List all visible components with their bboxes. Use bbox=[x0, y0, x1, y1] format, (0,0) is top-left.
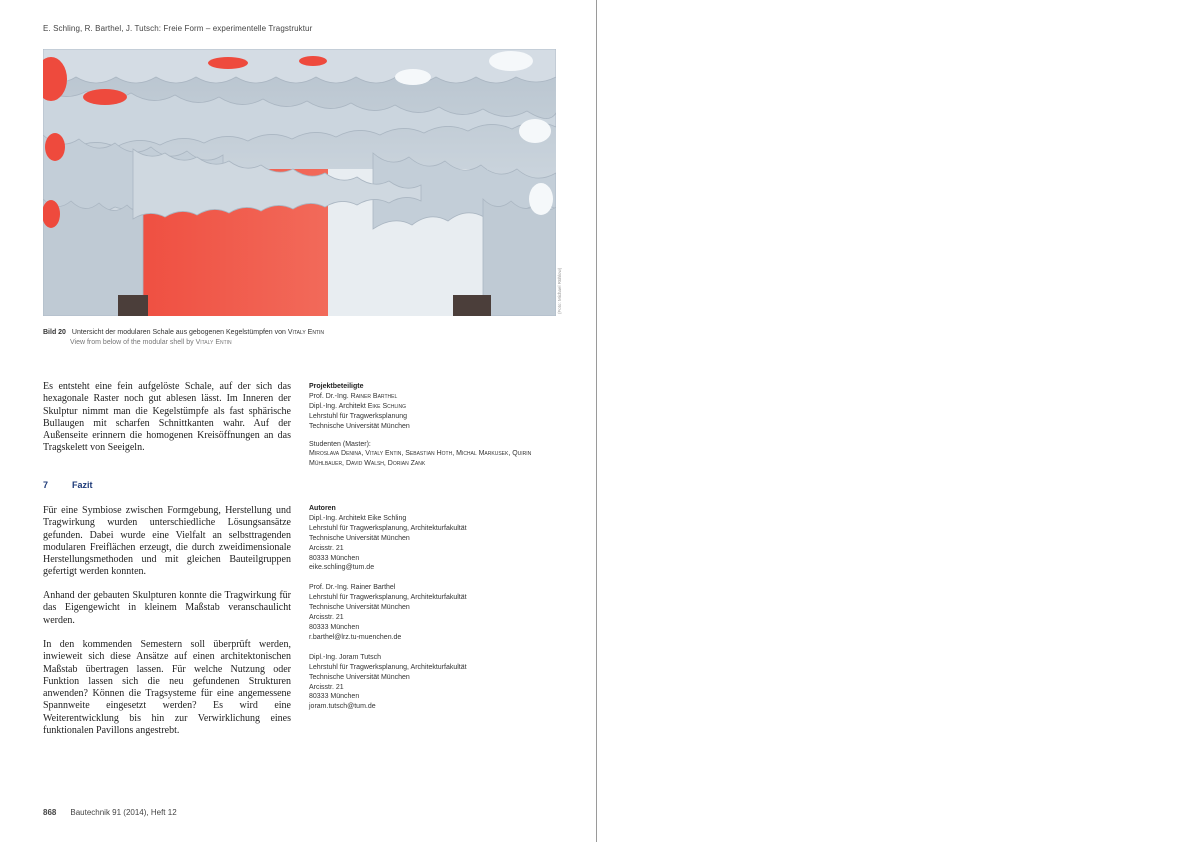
author-name: Dipl.-Ing. Architekt Eike Schling bbox=[309, 514, 407, 522]
author-chair: Lehrstuhl für Tragwerksplanung, Architekturfakultät bbox=[309, 663, 467, 671]
project-line-3: Lehrstuhl für Tragwerksplanung bbox=[309, 412, 408, 420]
caption-label: Bild 20 bbox=[43, 329, 66, 336]
author-name: Dipl.-Ing. Joram Tutsch bbox=[309, 653, 381, 661]
author-university: Technische Universität München bbox=[309, 534, 410, 542]
body-paragraph-3 bbox=[43, 590, 291, 627]
author-email: r.barthel@lrz.tu-muenchen.de bbox=[309, 633, 402, 641]
page-divider bbox=[596, 0, 597, 842]
section-heading bbox=[43, 480, 93, 490]
person-name: Rainer Barthel bbox=[350, 392, 398, 400]
caption-english-name: Vitaly Entin bbox=[195, 339, 232, 346]
journal-citation: Bautechnik 91 (2014), Heft 12 bbox=[70, 808, 177, 817]
author-chair: Lehrstuhl für Tragwerksplanung, Architekturfakultät bbox=[309, 594, 467, 602]
paragraph-text: Für eine Symbiose zwischen Formgebung, Herstellung und Tragwirkung wurden unterschiedliche Lösungsansätze gefunden. Dabei wurde eine Vielfalt an selbsttragenden modularen Freiflächen erzeugt, die durch zweidimensionale Herstellungsmethoden und mit gleichen Bauteilgruppen gefertigt werden konnten. bbox=[43, 505, 291, 578]
author-entry bbox=[309, 514, 559, 573]
paragraph-text: Anhand der gebauten Skulpturen konnte die Tragwirkung für das Eigengewicht in kleinem Maßstab veranschaulicht werden. bbox=[43, 590, 291, 626]
author-name: Prof. Dr.-Ing. Rainer Barthel bbox=[309, 584, 396, 592]
body-paragraph-4 bbox=[43, 639, 291, 737]
title-prefix: Prof. Dr.-Ing. bbox=[309, 392, 349, 400]
section-title: Fazit bbox=[72, 480, 93, 490]
paragraph-text: Es entsteht eine fein aufgelöste Schale, auf der sich das hexagonale Raster noch gut ablesen lässt. Im Inneren der Skulptur nimmt man die Kegelstümpfe als fast sphärische Bullaugen mit scharfen Schnittkanten wahr. Auf der Außenseite erinnern die homogenen Kreisöffnungen an das Tragskelett von Seeigeln. bbox=[43, 381, 291, 454]
running-head: E. Schling, R. Barthel, J. Tutsch: Freie Form – experimentelle Tragstruktur bbox=[43, 24, 313, 33]
shell-photo bbox=[43, 49, 556, 316]
author-university: Technische Universität München bbox=[309, 604, 410, 612]
author-street: Arcisstr. 21 bbox=[309, 614, 344, 622]
authors-block bbox=[309, 504, 559, 712]
author-street: Arcisstr. 21 bbox=[309, 683, 344, 691]
author-street: Arcisstr. 21 bbox=[309, 544, 344, 552]
author-city: 80333 München bbox=[309, 623, 360, 631]
author-city: 80333 München bbox=[309, 554, 360, 562]
photo-credit-text: (Foto: Michael Rühlow) bbox=[557, 267, 562, 314]
title-prefix: Dipl.-Ing. Architekt bbox=[309, 402, 366, 410]
author-university: Technische Universität München bbox=[309, 673, 410, 681]
body-paragraph-1 bbox=[43, 381, 291, 455]
page-footer bbox=[43, 808, 177, 817]
body-paragraph-2 bbox=[43, 505, 291, 579]
authors-heading: Autoren bbox=[309, 505, 336, 512]
project-line-4: Technische Universität München bbox=[309, 422, 410, 430]
caption-german bbox=[43, 328, 324, 338]
page-number: 868 bbox=[43, 808, 57, 817]
author-city: 80333 München bbox=[309, 693, 360, 701]
author-email: joram.tutsch@tum.de bbox=[309, 703, 376, 711]
author-chair: Lehrstuhl für Tragwerksplanung, Architekturfakultät bbox=[309, 524, 467, 532]
caption-german-text: Untersicht der modularen Schale aus gebogenen Kegelstümpfen von bbox=[71, 329, 286, 336]
caption-german-name: Vitaly Entin bbox=[287, 329, 324, 336]
caption-english-text: View from below of the modular shell by bbox=[70, 339, 194, 346]
project-participants bbox=[309, 382, 559, 469]
figure-caption bbox=[43, 328, 324, 348]
shell-photo-illustration bbox=[43, 49, 556, 316]
author-email: eike.schling@tum.de bbox=[309, 564, 375, 572]
project-heading: Projektbeteiligte bbox=[309, 383, 364, 390]
author-entry bbox=[309, 653, 559, 712]
author-entry bbox=[309, 583, 559, 642]
paragraph-text: In den kommenden Semestern soll überprüft werden, inwieweit sich diese Ansätze auf einen architektonischen Maßstab übertragen lassen. Für welche Nutzung oder Funktion lassen sich die neu gefundenen Strukturen anwenden? Können die Tragsysteme für eine angemessene Spannweite eingesetzt werden? Es wird eine Weiterentwicklung bis hin zur Verwirklichung eines funktionalen Pavillons angestrebt. bbox=[43, 639, 291, 737]
person-name: Eike Schling bbox=[367, 402, 406, 410]
project-line-1 bbox=[309, 392, 559, 402]
students-heading: Studenten (Master): bbox=[309, 440, 371, 448]
photo-credit bbox=[556, 267, 566, 316]
students-list: Miroslava Denina, Vitaly Entin, Sebastian Hoth, Michal Markusek, Quirin Mühlbauer, David Walsh, Dorian Zank bbox=[309, 450, 532, 468]
caption-english bbox=[43, 338, 324, 348]
project-line-2 bbox=[309, 402, 559, 412]
section-number: 7 bbox=[43, 480, 49, 490]
